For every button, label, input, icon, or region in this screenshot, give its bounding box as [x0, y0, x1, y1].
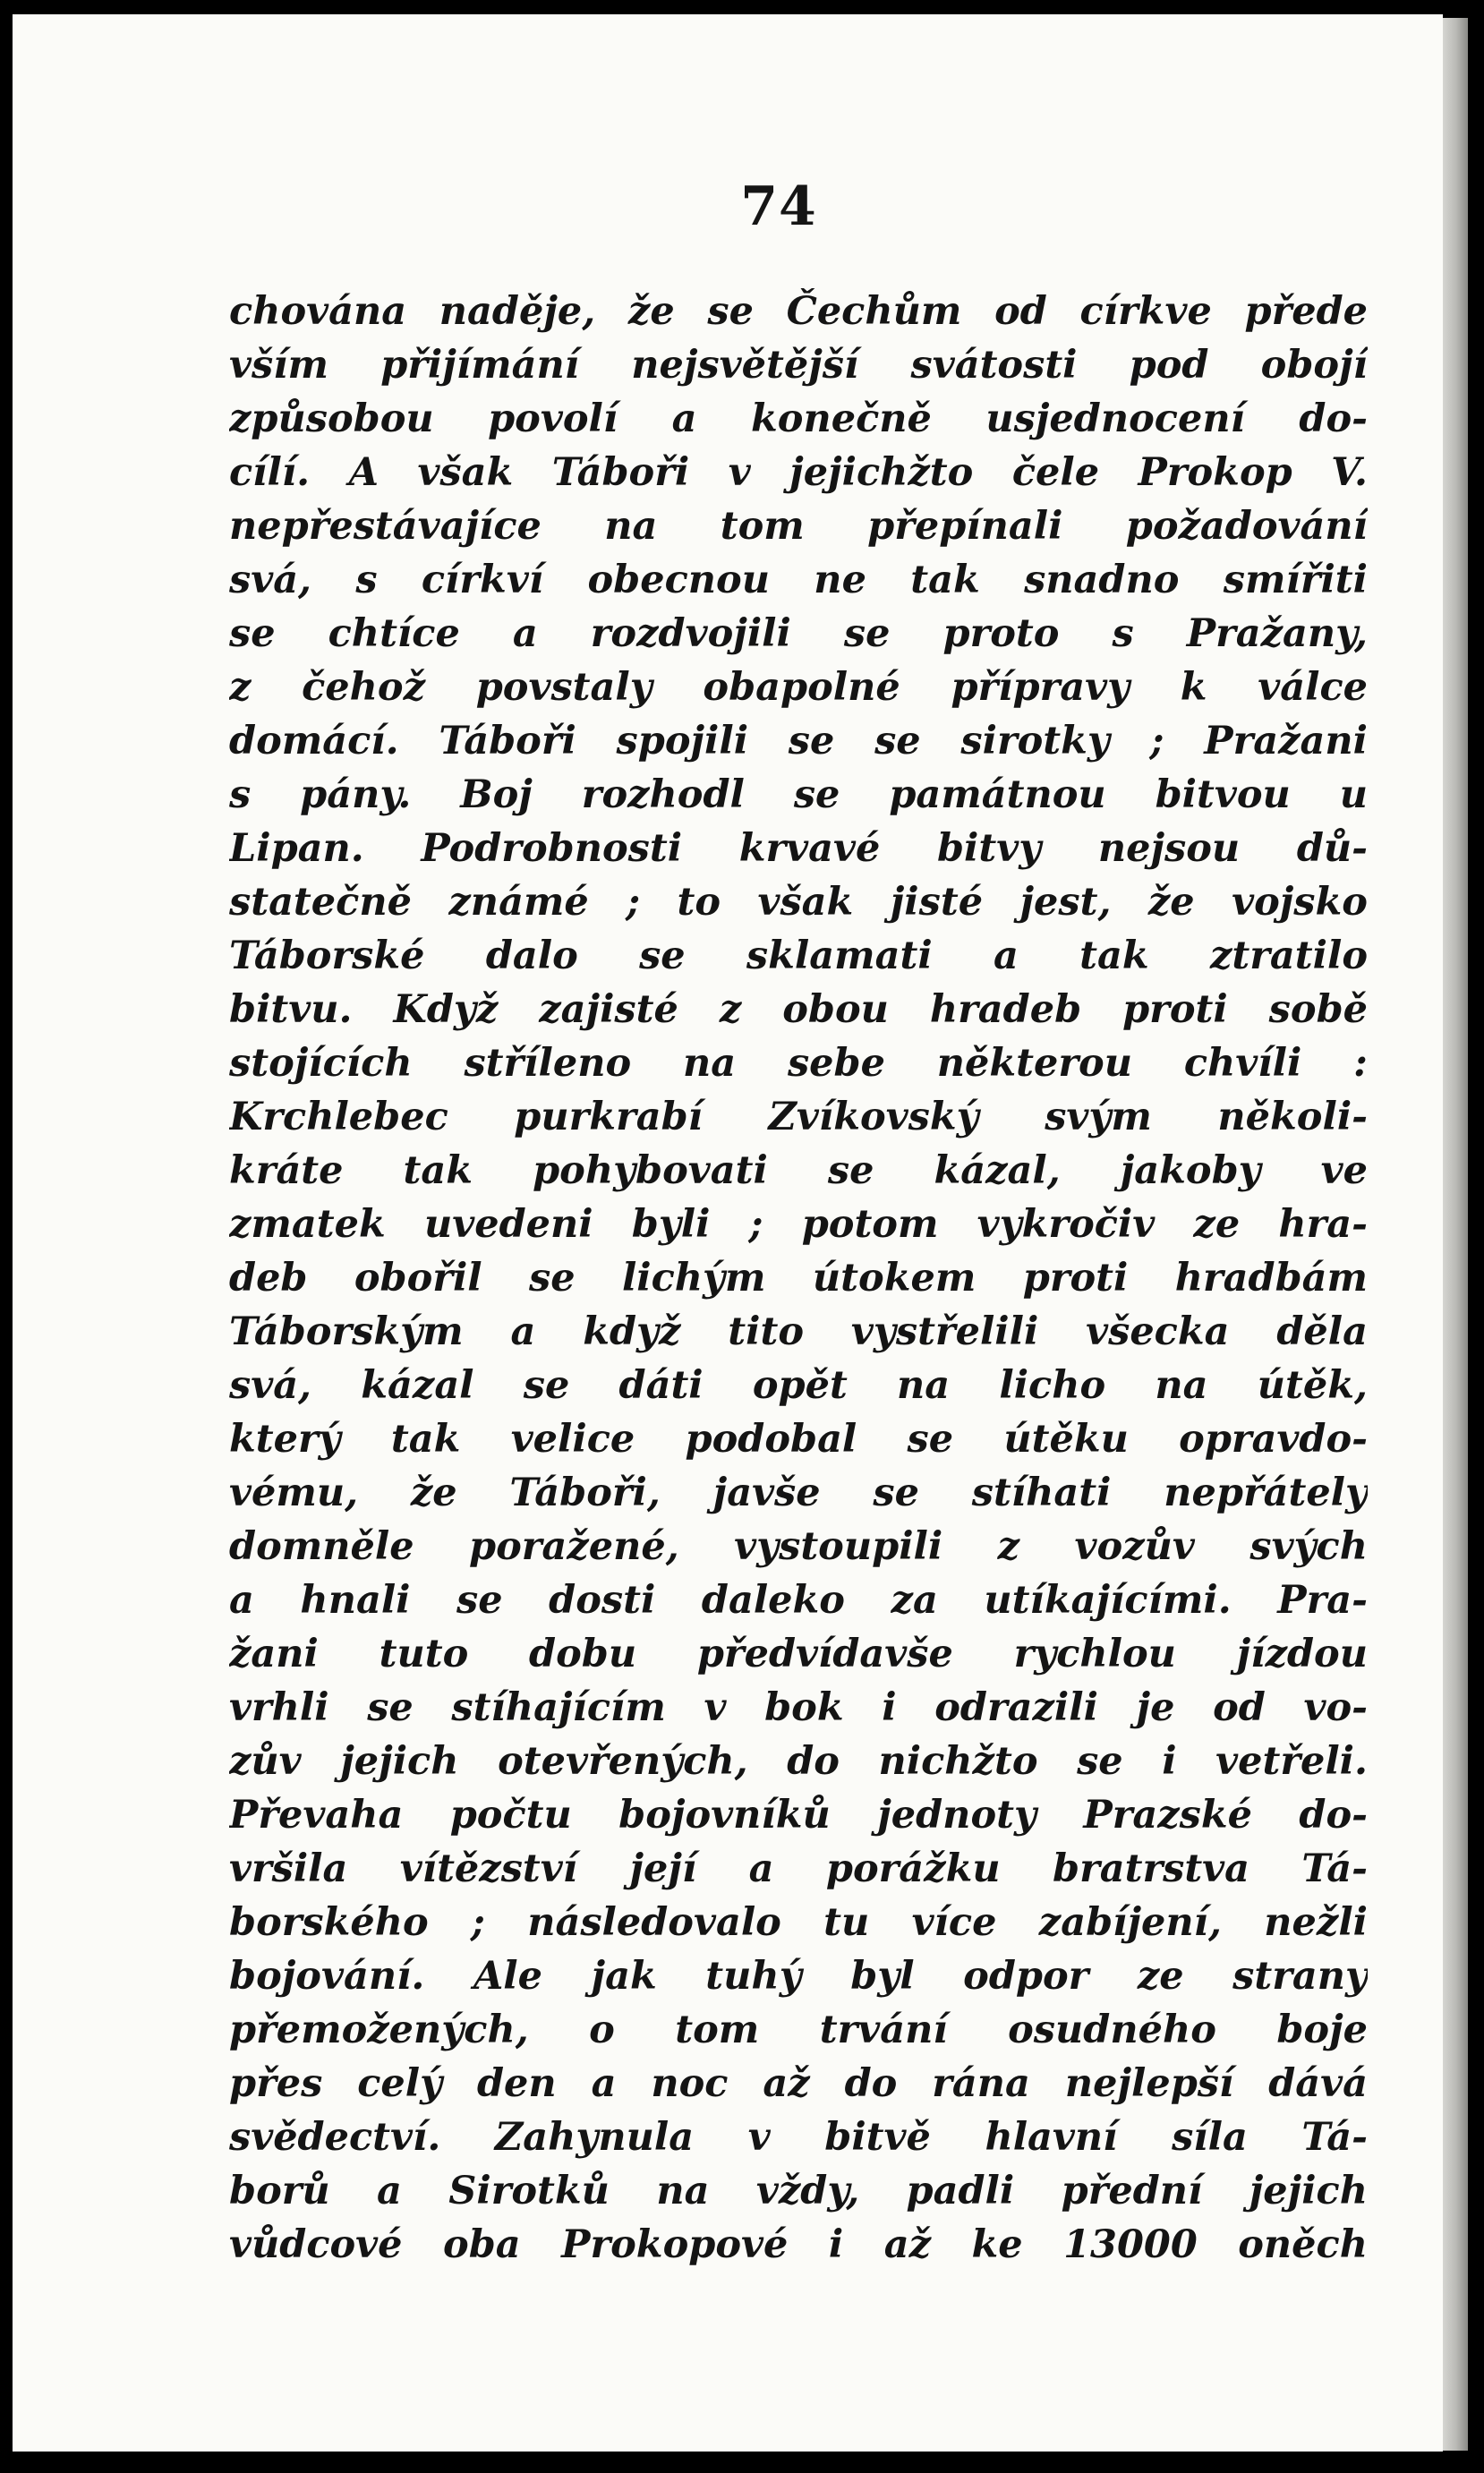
text-line: borského ; následovalo tu více zabíjení, nežli — [229, 1900, 1368, 1945]
text-line: domácí. Táboři spojili se se sirotky ; Pražani — [229, 719, 1368, 763]
body-text — [229, 285, 1368, 2272]
text-line: svá, kázal se dáti opět na licho na útěk, — [229, 1363, 1368, 1408]
text-line: chována naděje, že se Čechům od církve přede — [229, 289, 1368, 334]
page-number: 74 — [740, 175, 817, 238]
text-line: svědectví. Zahynula v bitvě hlavní síla Tá- — [229, 2115, 1368, 2160]
text-line: domněle poražené, vystoupili z vozův svých — [229, 1524, 1368, 1569]
text-line: svá, s církví obecnou ne tak snadno smířiti — [229, 558, 1368, 602]
text-line: cílí. A však Táboři v jejichžto čele Prokop V. — [229, 450, 1368, 495]
page-edge-shadow — [1443, 18, 1468, 2451]
text-line: z čehož povstaly obapolné přípravy k válce — [229, 665, 1368, 710]
text-line: bojování. Ale jak tuhý byl odpor ze strany — [229, 1954, 1368, 1999]
text-line: zův jejich otevřených, do nichžto se i vetřeli. — [229, 1739, 1368, 1784]
text-line: přemožených, o tom trvání osudného boje — [229, 2008, 1368, 2052]
text-line: vršila vítězství její a porážku bratrstva Tá- — [229, 1846, 1368, 1891]
text-line: statečně známé ; to však jisté jest, že vojsko — [229, 880, 1368, 925]
text-line: vším přijímání nejsvětější svátosti pod obojí — [229, 343, 1368, 388]
text-line: Krchlebec purkrabí Zvíkovský svým několi- — [229, 1095, 1368, 1139]
text-line: nepřestávajíce na tom přepínali požadování — [229, 504, 1368, 549]
text-line: Táborské dalo se sklamati a tak ztratilo — [229, 934, 1368, 978]
text-line: Lipan. Podrobnosti krvavé bitvy nejsou dů- — [229, 826, 1368, 871]
text-line: kráte tak pohybovati se kázal, jakoby ve — [229, 1148, 1368, 1193]
text-line: deb obořil se lichým útokem proti hradbám — [229, 1256, 1368, 1300]
text-line: zmatek uvedeni byli ; potom vykročiv ze hra- — [229, 1202, 1368, 1247]
text-line: borů a Sirotků na vždy, padli přední jejich — [229, 2169, 1368, 2213]
text-line: se chtíce a rozdvojili se proto s Pražany, — [229, 611, 1368, 656]
text-line: přes celý den a noc až do rána nejlepší dává — [229, 2061, 1368, 2106]
text-line: stojících stříleno na sebe některou chvíli : — [229, 1041, 1368, 1086]
text-line: který tak velice podobal se útěku opravdo- — [229, 1417, 1368, 1462]
text-line: Táborským a když tito vystřelili všecka děla — [229, 1309, 1368, 1354]
text-line: žani tuto dobu předvídavše rychlou jízdou — [229, 1632, 1368, 1676]
text-line: s pány. Boj rozhodl se památnou bitvou u — [229, 772, 1368, 817]
text-line: vému, že Táboři, javše se stíhati nepřátely — [229, 1471, 1368, 1515]
text-line: vrhli se stíhajícím v bok i odrazili je od vo- — [229, 1685, 1368, 1730]
text-line: Převaha počtu bojovníků jednoty Prazské do- — [229, 1793, 1368, 1838]
text-line: a hnali se dosti daleko za utíkajícími. Pra- — [229, 1578, 1368, 1623]
text-line: bitvu. Když zajisté z obou hradeb proti sobě — [229, 987, 1368, 1032]
text-line: způsobou povolí a konečně usjednocení do- — [229, 397, 1368, 441]
text-line: vůdcové oba Prokopové i až ke 13000 oněch — [229, 2222, 1368, 2267]
